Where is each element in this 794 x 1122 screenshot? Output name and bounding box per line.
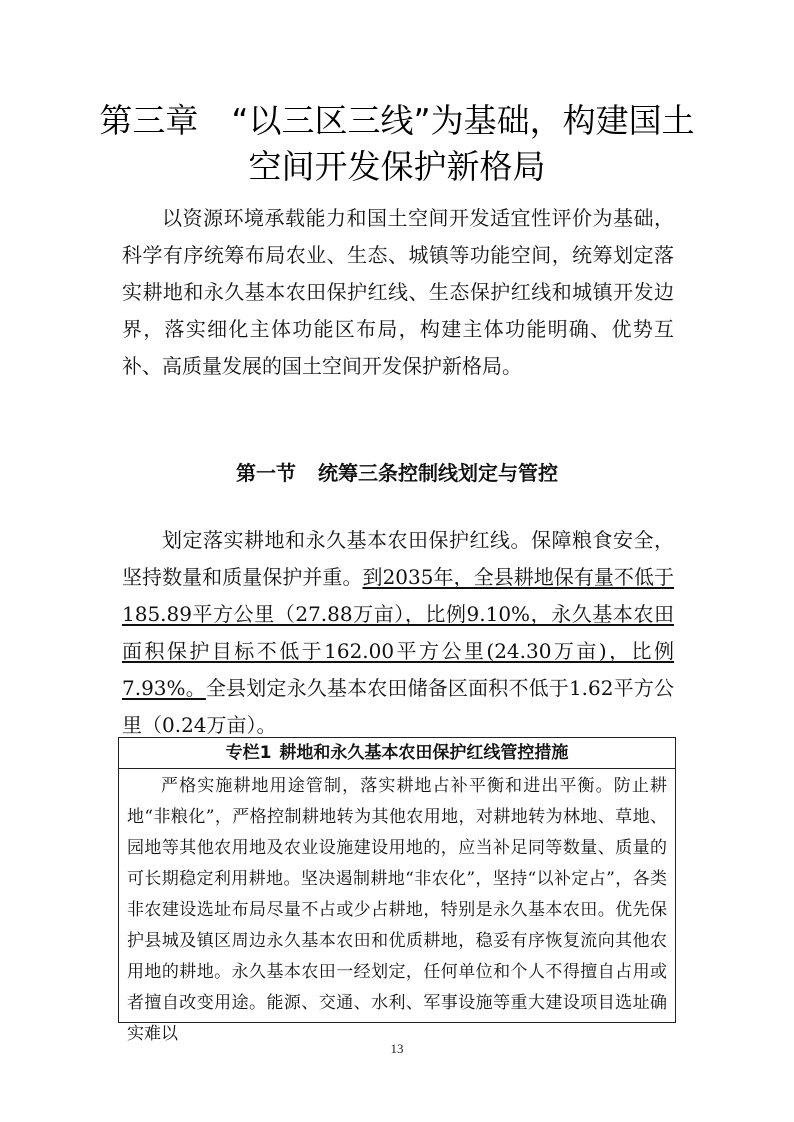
column-box-title xyxy=(119,738,675,769)
chapter-title-line-2: 空间开发保护新格局 xyxy=(248,147,546,186)
chapter-title xyxy=(60,98,734,190)
column-box-heading: 耕地和永久基本农田保护红线管控措施 xyxy=(279,743,569,763)
paragraph-lead-text: 划定落实耕地和永久基本农田保护红线。保障粮食安全，坚持数量和质量保护并重。 xyxy=(122,528,674,589)
section-title: 统筹三条控制线划定与管控 xyxy=(318,461,558,485)
underlined-target-text: 到2035年，全县耕地保有量不低于185.89平方公里（27.88万亩），比例9.10%，永久基本农田面积保护目标不低于162.00平方公里(24.30万亩)，比例7.93%。 xyxy=(122,565,674,700)
intro-paragraph: 以资源环境承载能力和国土空间开发适宜性评价为基础，科学有序统筹布局农业、生态、城镇等功能空间，统筹划定落实耕地和永久基本农田保护红线、生态保护红线和城镇开发边界，落实细化主体功能区布局，构建主体功能明确、优势互补、高质量发展的国土空间开发保护新格局。 xyxy=(122,206,674,378)
chapter-title-line-1: 第三章 “以三区三线”为基础，构建国土 xyxy=(99,101,695,140)
section-heading xyxy=(60,458,734,488)
column-box-label: 专栏1 xyxy=(225,743,272,763)
column-box xyxy=(118,737,676,1044)
paragraph-trail-text: 全县划定永久基本农田储备区面积不低于1.62平方公里（0.24万亩）。 xyxy=(122,676,675,737)
section-number: 第一节 xyxy=(236,461,296,485)
page-number: 13 xyxy=(390,1041,404,1056)
column-box-body: 严格实施耕地用途管制，落实耕地占补平衡和进出平衡。防止耕地“非粮化”，严格控制耕地转为其他农用地，对耕地转为林地、草地、园地等其他农用地及农业设施建设用地的，应当补足同等数量、质量的可长期稳定利用耕地。坚决遏制耕地“非农化”，坚持“以补定占”，各类非农建设选址布局尽量不占或少占耕地，特别是永久基本农田。优先保护县城及镇区周边永久基本农田和优质耕地，稳妥有序恢复流向其他农用地的耕地。永久基本农田一经划定，任何单位和个人不得擅自占用或者擅自改变用途。能源、交通、水利、军事设施等重大建设项目选址确实难以 xyxy=(127,776,667,1044)
paragraph-farmland xyxy=(122,522,674,744)
